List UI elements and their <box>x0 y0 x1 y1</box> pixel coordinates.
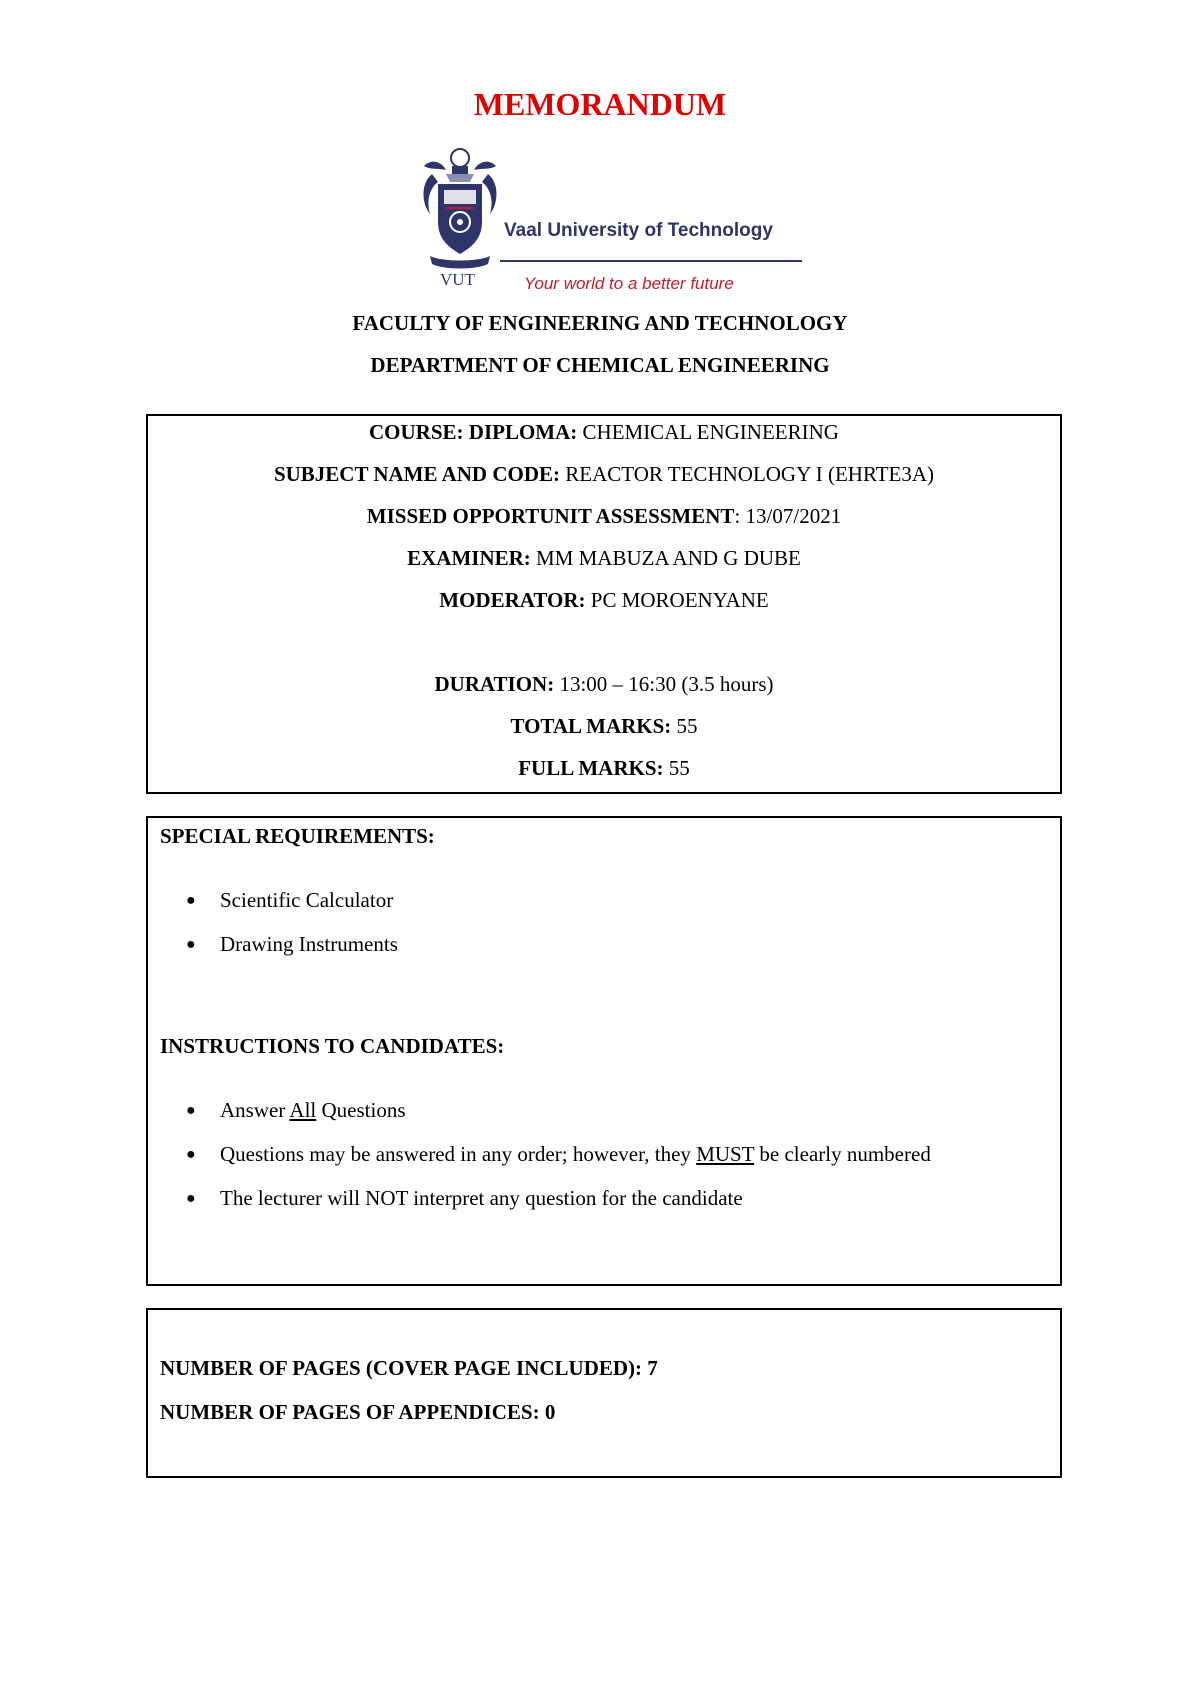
examiner-label: EXAMINER: <box>407 546 531 570</box>
logo-abbreviation: VUT <box>440 270 475 289</box>
instructions-heading <box>160 1034 504 1059</box>
bullet-icon: ● <box>186 1146 196 1163</box>
list-item-text-pre: Questions may be answered in any order; however, they <box>220 1142 697 1166</box>
pages-box <box>146 1308 1062 1478</box>
course-value: CHEMICAL ENGINEERING <box>577 420 839 444</box>
assessment-value: : 13/07/2021 <box>734 504 842 528</box>
moderator-label: MODERATOR: <box>439 588 586 612</box>
total-marks-line <box>148 714 1060 739</box>
assessment-label: MISSED OPPORTUNIT ASSESSMENT <box>366 504 735 528</box>
list-item-text-underlined: All <box>289 1098 317 1122</box>
appendices-count-line <box>160 1400 555 1425</box>
moderator-line <box>148 588 1060 613</box>
list-item-text: The lecturer will NOT interpret any question for the candidate <box>220 1186 743 1210</box>
list-item-text: Drawing Instruments <box>220 932 398 956</box>
appendices-count-text: NUMBER OF PAGES OF APPENDICES: 0 <box>160 1400 556 1424</box>
course-details-box <box>146 414 1062 794</box>
pages-count-text: NUMBER OF PAGES (COVER PAGE INCLUDED): 7 <box>160 1356 658 1380</box>
moderator-value: PC MOROENYANE <box>585 588 769 612</box>
requirements-box <box>146 816 1062 1286</box>
special-requirements-heading <box>160 824 435 849</box>
full-marks-label: FULL MARKS: <box>518 756 664 780</box>
bullet-icon: ● <box>186 1190 196 1207</box>
bullet-icon: ● <box>186 936 196 953</box>
total-marks-value: 55 <box>671 714 698 738</box>
logo-tagline: Your world to a better future <box>524 274 734 293</box>
assessment-line <box>148 504 1060 529</box>
pages-count-line <box>160 1356 658 1381</box>
faculty-heading: FACULTY OF ENGINEERING AND TECHNOLOGY <box>352 311 848 335</box>
full-marks-value: 55 <box>663 756 690 780</box>
examiner-line <box>148 546 1060 571</box>
special-requirements-heading-text: SPECIAL REQUIREMENTS: <box>160 824 435 848</box>
full-marks-line <box>148 756 1060 781</box>
duration-line <box>148 672 1060 697</box>
examiner-value: MM MABUZA AND G DUBE <box>530 546 801 570</box>
subject-label: SUBJECT NAME AND CODE: <box>273 462 561 486</box>
duration-label: DURATION: <box>434 672 555 696</box>
course-label: COURSE: DIPLOMA: <box>369 420 578 444</box>
total-marks-label: TOTAL MARKS: <box>510 714 672 738</box>
bullet-icon: ● <box>186 1102 196 1119</box>
university-logo <box>412 140 802 300</box>
subject-value: REACTOR TECHNOLOGY I (EHRTE3A) <box>560 462 935 486</box>
university-crest-icon <box>418 144 502 272</box>
list-item-text: Scientific Calculator <box>220 888 394 912</box>
instructions-heading-text: INSTRUCTIONS TO CANDIDATES: <box>160 1034 505 1058</box>
list-item-text-post: Questions <box>316 1098 406 1122</box>
logo-university-name: Vaal University of Technology <box>504 220 773 241</box>
duration-value: 13:00 – 16:30 (3.5 hours) <box>554 672 774 696</box>
document-title: MEMORANDUM <box>473 86 727 122</box>
list-item-text-underlined: MUST <box>696 1142 755 1166</box>
list-item <box>186 932 398 957</box>
bullet-icon: ● <box>186 892 196 909</box>
list-item <box>186 888 393 913</box>
subject-line <box>148 462 1060 487</box>
list-item <box>186 1142 931 1167</box>
list-item-text-pre: Answer <box>220 1098 290 1122</box>
logo-divider <box>500 260 802 262</box>
course-line <box>148 420 1060 445</box>
list-item-text-post: be clearly numbered <box>754 1142 931 1166</box>
list-item <box>186 1186 743 1211</box>
department-heading: DEPARTMENT OF CHEMICAL ENGINEERING <box>370 353 830 377</box>
list-item <box>186 1098 406 1123</box>
